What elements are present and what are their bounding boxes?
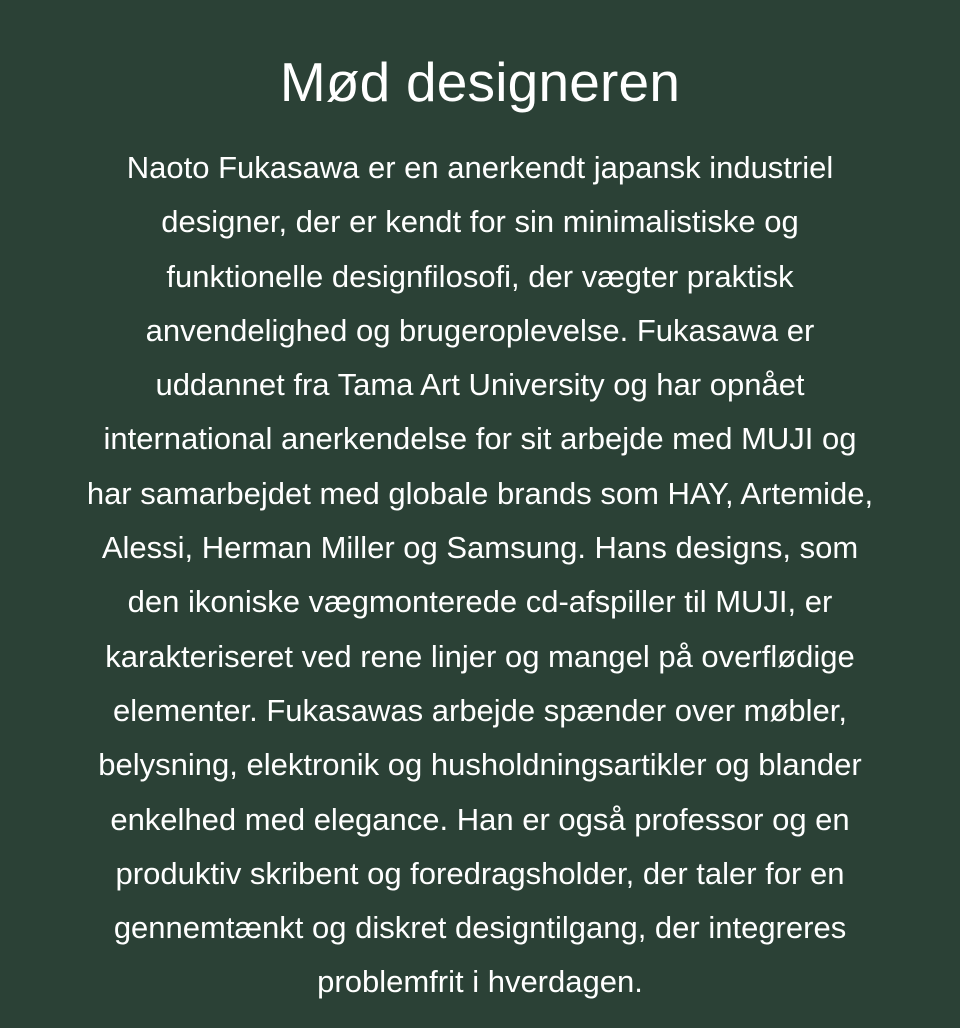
bio-line: har samarbejdet med globale brands som HAY, Artemide, bbox=[86, 475, 874, 511]
bio-line: elementer. Fukasawas arbejde spænder over møbler, bbox=[112, 692, 848, 728]
bio-line: Alessi, Herman Miller og Samsung. Hans designs, som bbox=[101, 530, 859, 566]
section-title: Mød designeren bbox=[279, 51, 681, 113]
bio-line: problemfrit i hverdagen. bbox=[317, 964, 643, 1000]
bio-line: designer, der er kendt for sin minimalistiske og bbox=[161, 204, 799, 240]
bio-line: belysning, elektronik og husholdningsartikler og blander bbox=[98, 747, 862, 783]
bio-line: Naoto Fukasawa er en anerkendt japansk industriel bbox=[126, 150, 834, 185]
bio-line: karakteriseret ved rene linjer og mangel på overflødige bbox=[105, 638, 855, 674]
bio-line: gennemtænkt og diskret designtilgang, der integreres bbox=[113, 910, 847, 946]
bio-line: enkelhed med elegance. Han er også professor og en bbox=[110, 801, 850, 837]
bio-line: den ikoniske vægmonterede cd-afspiller til MUJI, er bbox=[127, 584, 833, 620]
bio-line: uddannet fra Tama Art University og har opnået bbox=[155, 367, 805, 403]
bio-line: anvendelighed og brugeroplevelse. Fukasawa er bbox=[145, 312, 815, 348]
bio-line: funktionelle designfilosofi, der vægter praktisk bbox=[166, 258, 794, 294]
bio-line: produktiv skribent og foredragsholder, der taler for en bbox=[115, 855, 845, 891]
bio-line: international anerkendelse for sit arbejde med MUJI og bbox=[103, 421, 857, 457]
designer-bio bbox=[0, 141, 960, 1010]
